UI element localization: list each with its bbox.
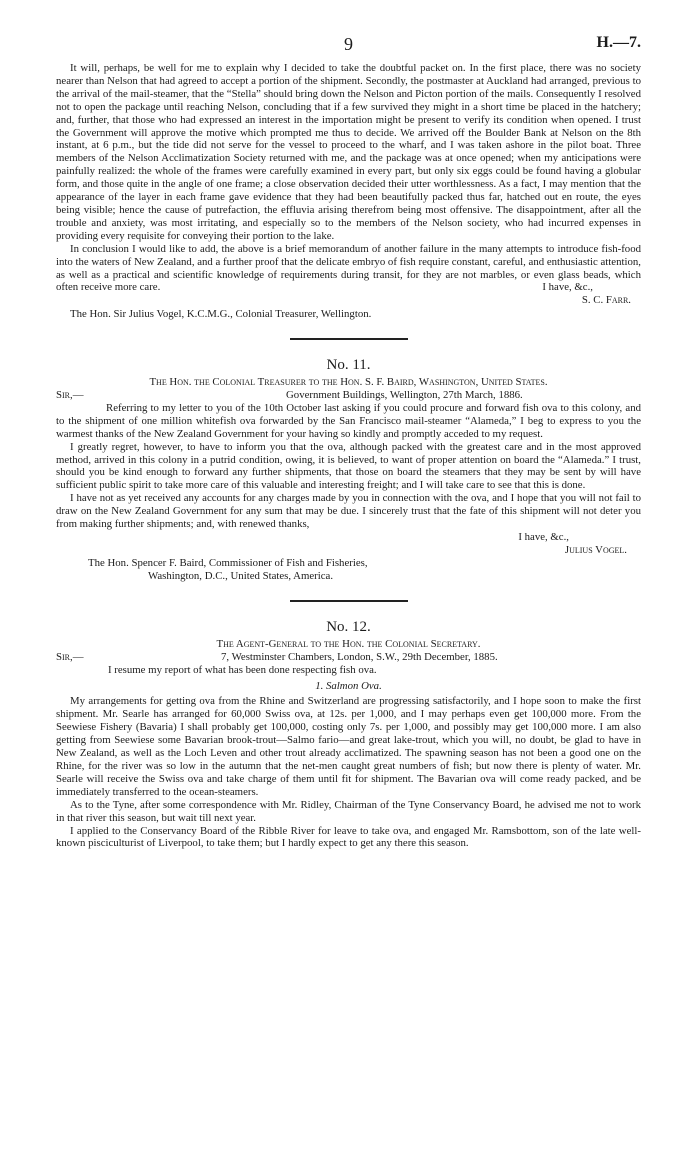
document-reference: H.—7.	[596, 34, 641, 51]
signature: Julius Vogel.	[564, 543, 627, 556]
closing: I have, &c.,	[542, 281, 593, 294]
farr-letter-continuation	[56, 62, 641, 321]
section-divider	[290, 600, 408, 602]
addressee-line-1: The Hon. Spencer F. Baird, Commissioner of Fish and Fisheries,	[88, 556, 368, 569]
paragraph: My arrangements for getting ova from the Rhine and Switzerland are progressing satisfactorily, and I hope soon to make the first shipment. Mr. Searle has arranged for 60,000 Swiss ova, at 12s. per 1,000, and I may perhaps even get 100,000 more. From the Seewiese Fishery (Bavaria) I shall probably get 100,000, costing only 7s. per 1,000, and possibly may get 100,000 more. I am also getting from Seewiese some Bavarian brook-trout—Salmo fario—and great lake-trout, which you will, no doubt, be glad to have in New Zealand, as well as the Loch Leven and other trout already acclimatized. The spawning season has not been a good one on the Rhine, for the river was so low in the autumn that the net-men caught great numbers of fish; but now there is plenty of water. Mr. Searle will receive the Swiss ova and take charge of them until fit for shipment. The Bavarian ova will come ready packed, and be immediately transferred to the ocean-steamers.	[56, 695, 641, 798]
signature: S. C. Farr.	[581, 294, 631, 307]
salutation-line	[56, 389, 641, 402]
subheading: 1. Salmon Ova.	[315, 680, 382, 693]
page-number: 9	[344, 34, 353, 54]
addressee: The Hon. Sir Julius Vogel, K.C.M.G., Colonial Treasurer, Wellington.	[70, 308, 372, 321]
paragraph: It will, perhaps, be well for me to explain why I decided to take the doubtful packet on. In the first place, there was no society nearer than Nelson that had agreed to accept a portion of the shipment. Secondly, the postmaster at Auckland had arranged, previous to the arrival of the mail-steamer, that the “Stella” should bring down the Nelson and Picton portion of the mails. Consequently I resolved not to open the package until reaching Nelson, concluding that if a few survived they might in a short time be placed in the hatchery; and, further, that those who had expressed an interest in the importation might be present to verify its condition when opened. I trust the Government will approve the motive which prompted me thus to decide. We arrived off the Boulder Bank at Nelson on the 8th instant, at 6 p.m., but the tide did not serve for the vessel to proceed to the wharf, and I was taken ashore in the pilot boat. Three members of the Nelson Acclimatization Society returned with me, and the package was at once opened; when my anticipations were painfully realized: the whole of the frames were carefully examined in every part, but only six eggs could be found having a globular form, and those quite in the angle of one frame; a close observation decided their utter worthlessness. As a fact, I may mention that the appearance of the layer in each frame gave evidence that they had been beautifully packed thus far, hatched out en route, the eyes being visible; hence the cause of putrefaction, the effluvia arising therefrom being most offensive. The disappointment, after all the trouble and anxiety, was most irritating, and especially so to the members of the Nelson society, who had incurred expenses in providing every requisite for conveying their portion to the lake.	[56, 62, 641, 242]
salutation: Sir,—	[56, 388, 84, 401]
document-page	[56, 36, 641, 850]
letter-number: No. 11.	[326, 357, 371, 374]
paragraph: I have not as yet received any accounts for any charges made by you in connection with the ova, and I hope that you will not fail to draw on the New Zealand Government for any sum that may be due. I sincerely trust that the fate of this shipment will not deter you from making further shipments; and, with renewed thanks,	[56, 492, 641, 531]
letter-heading: The Agent-General to the Hon. the Colonial Secretary.	[216, 637, 481, 650]
section-divider	[290, 338, 408, 340]
sender-address: Government Buildings, Wellington, 27th March, 1886.	[286, 388, 523, 401]
page-header	[56, 36, 641, 58]
addressee-line-2: Washington, D.C., United States, America.	[148, 569, 334, 582]
paragraph: In conclusion I would like to add, the above is a brief memorandum of another failure in the many attempts to introduce fish-food into the waters of New Zealand, and a further proof that the delicate embryo of fish require constant, careful, and enthusiastic attention, as well as a practical and scientific knowledge of requirements during transit, for they are not marbles, or even glass beads, which often receive more care.	[56, 242, 641, 294]
letter-no-12	[56, 618, 641, 851]
closing: I have, &c.,	[518, 531, 569, 543]
letter-number: No. 12.	[326, 618, 371, 635]
paragraph: Referring to my letter to you of the 10th October last asking if you could procure and forward fish ova to this colony, and to the shipment of one million whitefish ova forwarded by the San Francisco mail-steamer “Alameda,” I beg to express to you the warmest thanks of the New Zealand Government for your having so kindly and promptly acceded to my request.	[56, 401, 641, 440]
salutation-line	[56, 651, 641, 664]
intro-paragraph: I resume my report of what has been done respecting fish ova.	[108, 663, 377, 676]
letter-heading: The Hon. the Colonial Treasurer to the Hon. S. F. Baird, Washington, United States.	[149, 376, 548, 389]
paragraph: I applied to the Conservancy Board of the Ribble River for leave to take ova, and engaged Mr. Ramsbottom, son of the late well-known pisciculturist of Liverpool, to take them; but I hardly expect to get any there this season.	[56, 824, 641, 850]
sender-address: 7, Westminster Chambers, London, S.W., 29th December, 1885.	[221, 650, 498, 663]
salutation: Sir,—	[56, 650, 84, 663]
letter-no-11	[56, 356, 641, 583]
paragraph: I greatly regret, however, to have to inform you that the ova, although packed with the greatest care and in the most approved method, arrived in this colony in a putrid condition, owing, it is believed, to want of proper attention on board the “Alameda.” I trust, should you be kind enough to forward any further shipments, that those on board the steamers that they may be sent by will have sufficient public spirit to take more care of this valuable and interesting freight; and I will take care to see that this is done.	[56, 440, 641, 492]
paragraph: As to the Tyne, after some correspondence with Mr. Ridley, Chairman of the Tyne Conservancy Board, he advised me not to work in that river this season, but wait till next year.	[56, 798, 641, 824]
